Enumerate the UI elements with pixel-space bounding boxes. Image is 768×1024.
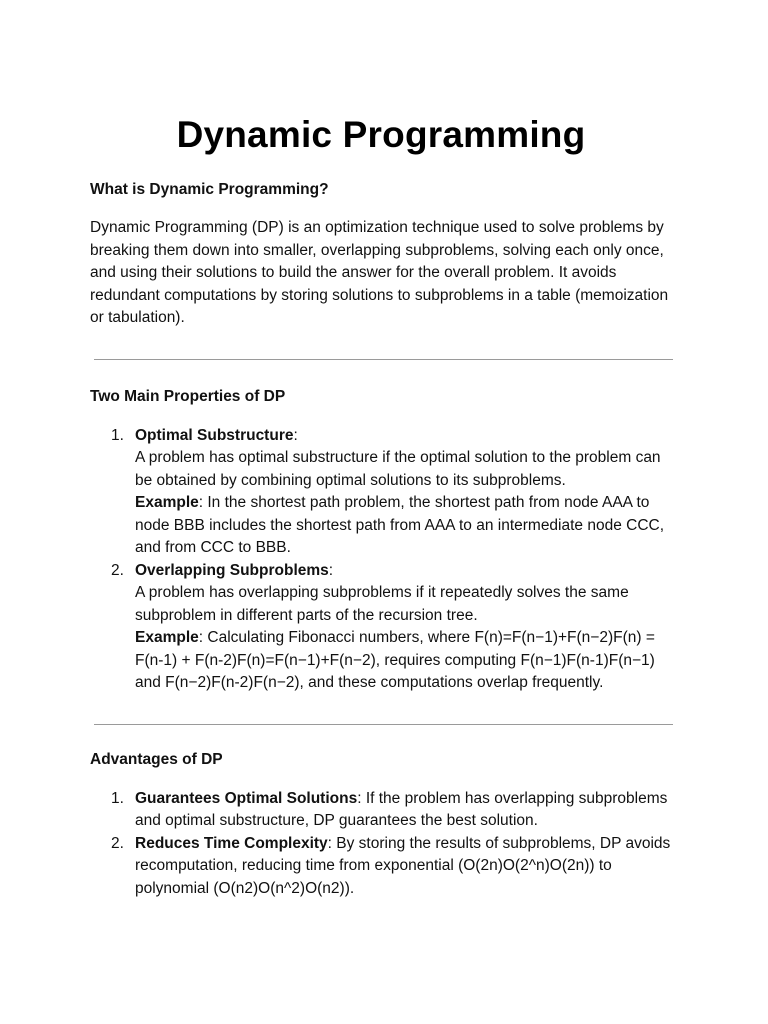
item-text: : By storing the results of subproblems, DP avoids recomputation, reducing time from exponential (O(2n)O(2^n)O(2n)) to polynomial (O(n2)O(n^2)O(n2)). <box>135 834 671 897</box>
section-heading-properties: Two Main Properties of DP <box>90 387 286 405</box>
list-number: 1. <box>111 426 124 444</box>
section-heading-what-is-dp: What is Dynamic Programming? <box>90 181 329 198</box>
horizontal-divider <box>94 724 673 725</box>
item-description: A problem has optimal substructure if the optimal solution to the problem can be obtained by combining optimal solutions to its subproblems. <box>135 449 661 489</box>
list-item <box>90 560 672 695</box>
item-colon: : <box>328 561 334 579</box>
example-label: Example <box>135 629 199 646</box>
example-label: Example <box>135 494 199 511</box>
item-example <box>135 627 672 695</box>
item-term: Reduces Time Complexity <box>135 834 328 852</box>
item-term: Optimal Substructure <box>135 426 294 444</box>
item-example <box>135 492 672 560</box>
list-item <box>90 788 672 833</box>
example-text: : Calculating Fibonacci numbers, where F(n)=F(n−1)+F(n−2)F(n) = F(n-1) + F(n-2)F(n)=F(n−1)+F(n−2), requires computing F(n−1)F(n-1)F(n−1) and F(n−2)F(n-2)F(n−2), and these computations overlap frequently. <box>135 629 655 691</box>
item-term: Overlapping Subproblems <box>135 561 329 579</box>
intro-paragraph: Dynamic Programming (DP) is an optimization technique used to solve problems by breaking them down into smaller, overlapping subproblems, solving each only once, and using their solutions to build the answer for the overall problem. It avoids redundant computations by storing solutions to subproblems in a table (memoization or tabulation). <box>90 219 669 326</box>
item-term: Guarantees Optimal Solutions <box>135 789 358 807</box>
example-text: : In the shortest path problem, the shortest path from node AAA to node BBB includes the shortest path from AAA to an intermediate node CCC, and from CCC to BBB. <box>135 494 665 556</box>
horizontal-divider <box>94 359 673 360</box>
list-item <box>90 425 672 560</box>
item-colon: : <box>293 426 298 444</box>
list-number: 2. <box>111 561 124 579</box>
item-text: : If the problem has overlapping subproblems and optimal substructure, DP guarantees the best solution. <box>135 789 668 829</box>
properties-list <box>90 425 672 695</box>
list-number: 1. <box>111 789 124 807</box>
advantages-list <box>90 788 672 901</box>
item-title-line <box>135 425 672 448</box>
section-heading-advantages: Advantages of DP <box>90 750 223 768</box>
item-title-line <box>135 560 672 583</box>
item-description: A problem has overlapping subproblems if it repeatedly solves the same subproblem in different parts of the recursion tree. <box>135 584 629 624</box>
document-title: Dynamic Programming <box>176 114 586 155</box>
list-number: 2. <box>111 834 124 852</box>
list-item <box>90 833 672 901</box>
